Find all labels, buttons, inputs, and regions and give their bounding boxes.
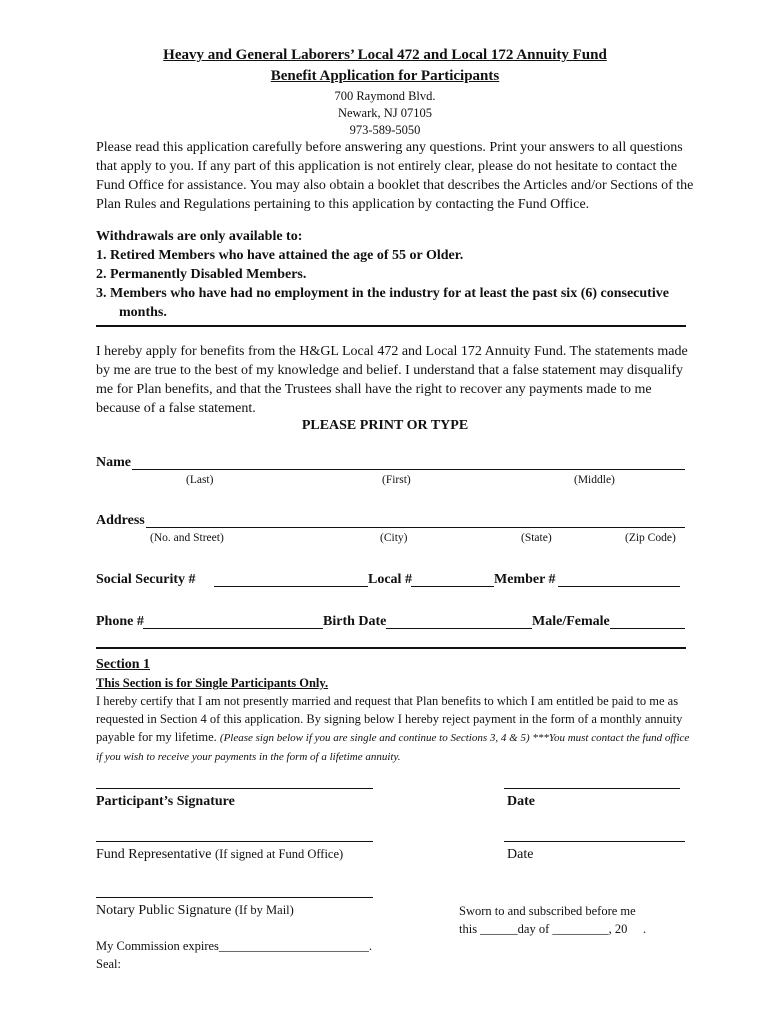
section1-text: I hereby certify that I am not presently married and request that Plan benefits to which I am entitled be paid to me as requested in Section 4 of this application. By signing below I hereby reject payment in the form of a monthly annuity payable for my lifetime. (96, 694, 683, 744)
city-label: (City) (380, 532, 408, 544)
notary-signature-line[interactable] (96, 897, 373, 898)
fund-rep-note: (If signed at Fund Office) (214, 847, 344, 861)
intro-paragraph: Please read this application carefully before answering any questions. Print your answers to all questions that apply to you. If any part of this application is not entirely clear, please do not hesitate to contact the Fund Office for assistance. You may also obtain a booklet that describes the Articles and/or Sections of the Plan Rules and Regulations pertaining to this application by contacting the Fund Office. (96, 140, 694, 212)
section1-note: (Please sign below if you are single and continue to Sections 3, 4 & 5) ***You must contact the fund office if you wish to receive your payments in the form of a lifetime annuity. (96, 732, 690, 763)
address-field[interactable] (146, 527, 685, 528)
divider (96, 647, 686, 649)
form-title: Heavy and General Laborers’ Local 472 and Local 172 Annuity Fund (163, 47, 607, 63)
phone-label: Phone # (96, 614, 144, 629)
fund-rep-signature-line[interactable] (96, 841, 373, 842)
withdrawal-item: 2. Permanently Disabled Members. (96, 267, 307, 282)
sex-label: Male/Female (532, 614, 610, 629)
divider (96, 325, 686, 327)
sworn-text: Sworn to and subscribed before me (459, 904, 636, 918)
date-line-2[interactable] (504, 841, 685, 842)
zip-label: (Zip Code) (625, 532, 676, 544)
phone-field[interactable] (143, 628, 323, 629)
state-label: (State) (521, 532, 552, 544)
form-subtitle: Benefit Application for Participants (270, 68, 500, 84)
date-label: Date (507, 794, 535, 809)
commission-expires: My Commission expires________________________. (96, 939, 373, 953)
last-label: (Last) (186, 474, 214, 486)
ssn-label: Social Security # (96, 572, 196, 587)
birth-date-field[interactable] (386, 628, 532, 629)
name-field[interactable] (132, 469, 685, 470)
fund-rep-label: Fund Representative (96, 847, 212, 862)
birth-date-label: Birth Date (323, 614, 387, 629)
fund-phone: 973-589-5050 (349, 123, 421, 137)
local-field[interactable] (411, 586, 494, 587)
section1-subtitle: This Section is for Single Participants Only. (96, 676, 329, 690)
statement-paragraph: I hereby apply for benefits from the H&GL Local 472 and Local 172 Annuity Fund. The statements made by me are true to the best of my knowledge and belief. I understand that a false statement may disqualify me for Plan benefits, and that the Trustees shall have the right to recover any payments made to me because of a false statement. (96, 344, 688, 416)
print-notice: PLEASE PRINT OR TYPE (301, 418, 469, 433)
fund-address-line2: Newark, NJ 07105 (337, 106, 433, 120)
participant-signature-line[interactable] (96, 788, 373, 789)
notary-label: Notary Public Signature (96, 903, 232, 918)
sex-field[interactable] (610, 628, 685, 629)
address-label: Address (96, 513, 145, 528)
member-field[interactable] (558, 586, 680, 587)
first-label: (First) (382, 474, 411, 486)
local-label: Local # (368, 572, 412, 587)
fund-address-line1: 700 Raymond Blvd. (334, 89, 436, 103)
date-label-2: Date (507, 847, 534, 862)
withdrawal-item: 1. Retired Members who have attained the age of 55 or Older. (96, 248, 464, 263)
sworn-date-text: this ______day of _________, 20 . (459, 922, 647, 936)
participant-signature-label: Participant’s Signature (96, 794, 235, 809)
date-line[interactable] (504, 788, 680, 789)
seal-label: Seal: (96, 957, 121, 971)
withdrawal-item: 3. Members who have had no employment in the industry for at least the past six (6) consecutive (96, 286, 669, 301)
withdrawal-item-continued: months. (119, 305, 167, 320)
name-label: Name (96, 455, 131, 470)
ssn-field[interactable] (214, 586, 368, 587)
withdrawals-heading: Withdrawals are only available to: (96, 229, 303, 244)
section1-body (96, 692, 691, 766)
middle-label: (Middle) (574, 474, 615, 486)
street-label: (No. and Street) (150, 532, 224, 544)
member-label: Member # (494, 572, 556, 587)
notary-note: (If by Mail) (234, 903, 294, 917)
section1-title: Section 1 (96, 657, 151, 672)
